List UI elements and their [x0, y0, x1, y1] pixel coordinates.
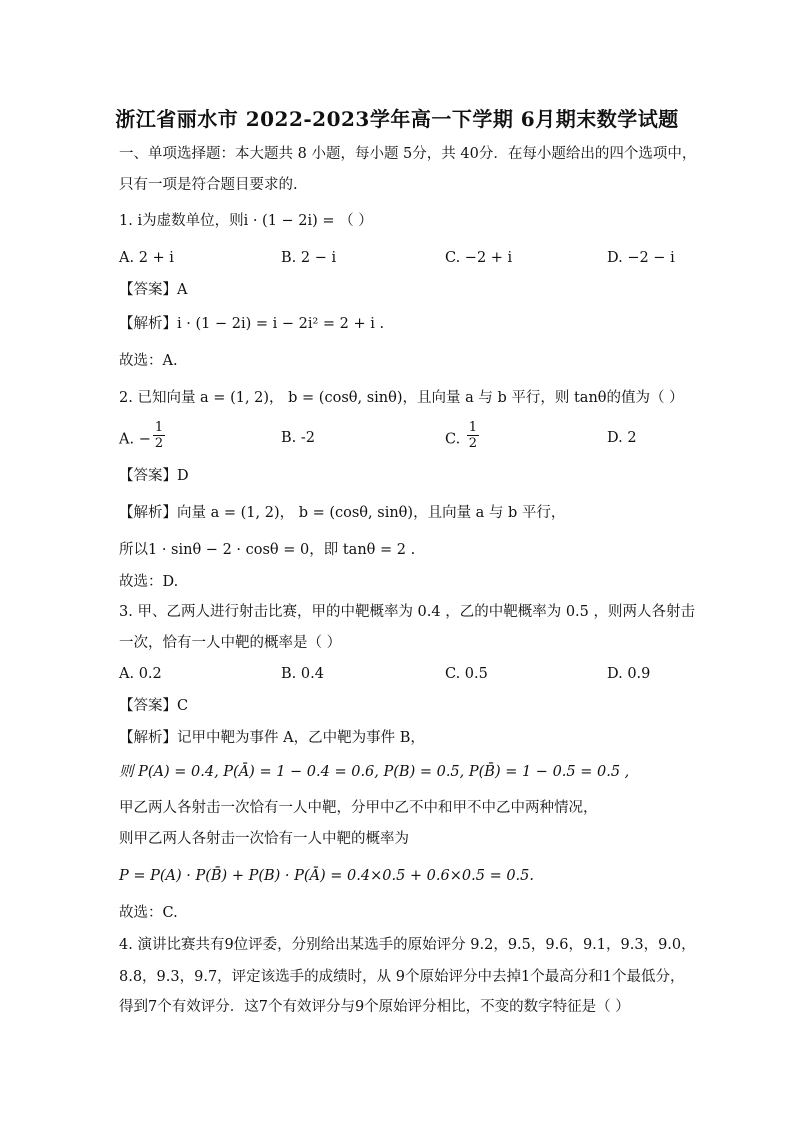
q2-option-b: B. -2 [281, 430, 315, 446]
q1-analysis: 【解析】i · (1 − 2i) = i − 2i² = 2 + i . [119, 316, 385, 332]
section-heading-line2: 只有一项是符合题目要求的. [119, 177, 298, 193]
q1-answer: 【答案】A [119, 282, 188, 298]
q1-conclusion: 故选：A. [119, 353, 178, 369]
q1-stem: 1. i为虚数单位，则i · (1 − 2i) = （ ） [119, 213, 373, 229]
q3-analysis-line1: 【解析】记甲中靶为事件 A，乙中靶为事件 B， [119, 730, 425, 746]
q4-stem-line2: 8.8，9.3，9.7，评定该选手的成绩时，从 9个原始评分中去掉1个最高分和1个最低分， [119, 969, 685, 985]
q3-option-d: D. 0.9 [607, 666, 651, 682]
q3-option-a: A. 0.2 [119, 666, 162, 682]
q2-analysis-line2: 所以1 · sinθ − 2 · cosθ = 0，即 tanθ = 2 . [119, 542, 416, 558]
q3-conclusion: 故选：C. [119, 905, 178, 921]
q3-stem-line1: 3. 甲、乙两人进行射击比赛，甲的中靶概率为 0.4 ，乙的中靶概率为 0.5 ，则两人各射击 [119, 604, 695, 620]
q4-stem-line1: 4. 演讲比赛共有9位评委，分别给出某选手的原始评分 9.2，9.5，9.6，9.1，9.3，9.0， [119, 937, 696, 953]
q2-stem: 2. 已知向量 a = (1, 2)， b = (cosθ, sinθ)，且向量 a 与 b 平行，则 tanθ的值为（ ） [119, 390, 684, 406]
q3-option-b: B. 0.4 [281, 666, 324, 682]
q4-stem-line3: 得到7个有效评分．这7个有效评分与9个原始评分相比，不变的数字特征是（ ） [119, 999, 630, 1015]
q2-option-c-fraction [467, 420, 479, 451]
q3-option-c: C. 0.5 [445, 666, 488, 682]
q1-option-b: B. 2 − i [281, 250, 337, 266]
q3-stem-line2: 一次，恰有一人中靶的概率是（ ） [119, 635, 342, 651]
fraction-numerator: 1 [468, 420, 478, 435]
q3-analysis-line2: 则 P(A) = 0.4, P(Ā) = 1 − 0.4 = 0.6, P(B) = 0.5, P(B̄) = 1 − 0.5 = 0.5 , [119, 764, 630, 780]
q1-option-a: A. 2 + i [119, 250, 174, 266]
section-heading-line1: 一、单项选择题：本大题共 8 小题，每小题 5分，共 40分．在每小题给出的四个选项中， [119, 146, 697, 162]
q3-analysis-line4: 则甲乙两人各射击一次恰有一人中靶的概率为 [119, 831, 409, 847]
q2-option-a [119, 420, 167, 451]
q2-analysis-line1: 【解析】向量 a = (1, 2)， b = (cosθ, sinθ)，且向量 a 与 b 平行， [119, 505, 566, 521]
q3-answer: 【答案】C [119, 698, 189, 714]
q1-option-c: C. −2 + i [445, 250, 513, 266]
q3-analysis-line5: P = P(A) · P(B̄) + P(B) · P(Ā) = 0.4×0.5 + 0.6×0.5 = 0.5. [119, 868, 534, 884]
q2-option-d: D. 2 [607, 430, 637, 446]
q2-options [119, 420, 679, 451]
q2-answer: 【答案】D [119, 468, 189, 484]
fraction-denominator: 2 [154, 436, 164, 451]
fraction-denominator: 2 [468, 436, 478, 451]
page-title: 浙江省丽水市 2022-2023学年高一下学期 6月期末数学试题 [115, 107, 679, 131]
q2-conclusion: 故选：D. [119, 574, 179, 590]
fraction-numerator: 1 [154, 420, 164, 435]
q2-option-c-label: C. [445, 431, 465, 448]
q3-analysis-line3: 甲乙两人各射击一次恰有一人中靶，分甲中乙不中和甲不中乙中两种情况， [119, 800, 598, 816]
q3-options [119, 664, 679, 684]
q2-option-a-label: A. − [119, 431, 151, 448]
q2-option-c [445, 420, 481, 451]
q2-option-a-fraction [153, 420, 165, 451]
q1-option-d: D. −2 − i [607, 250, 675, 266]
q1-options [119, 248, 679, 268]
